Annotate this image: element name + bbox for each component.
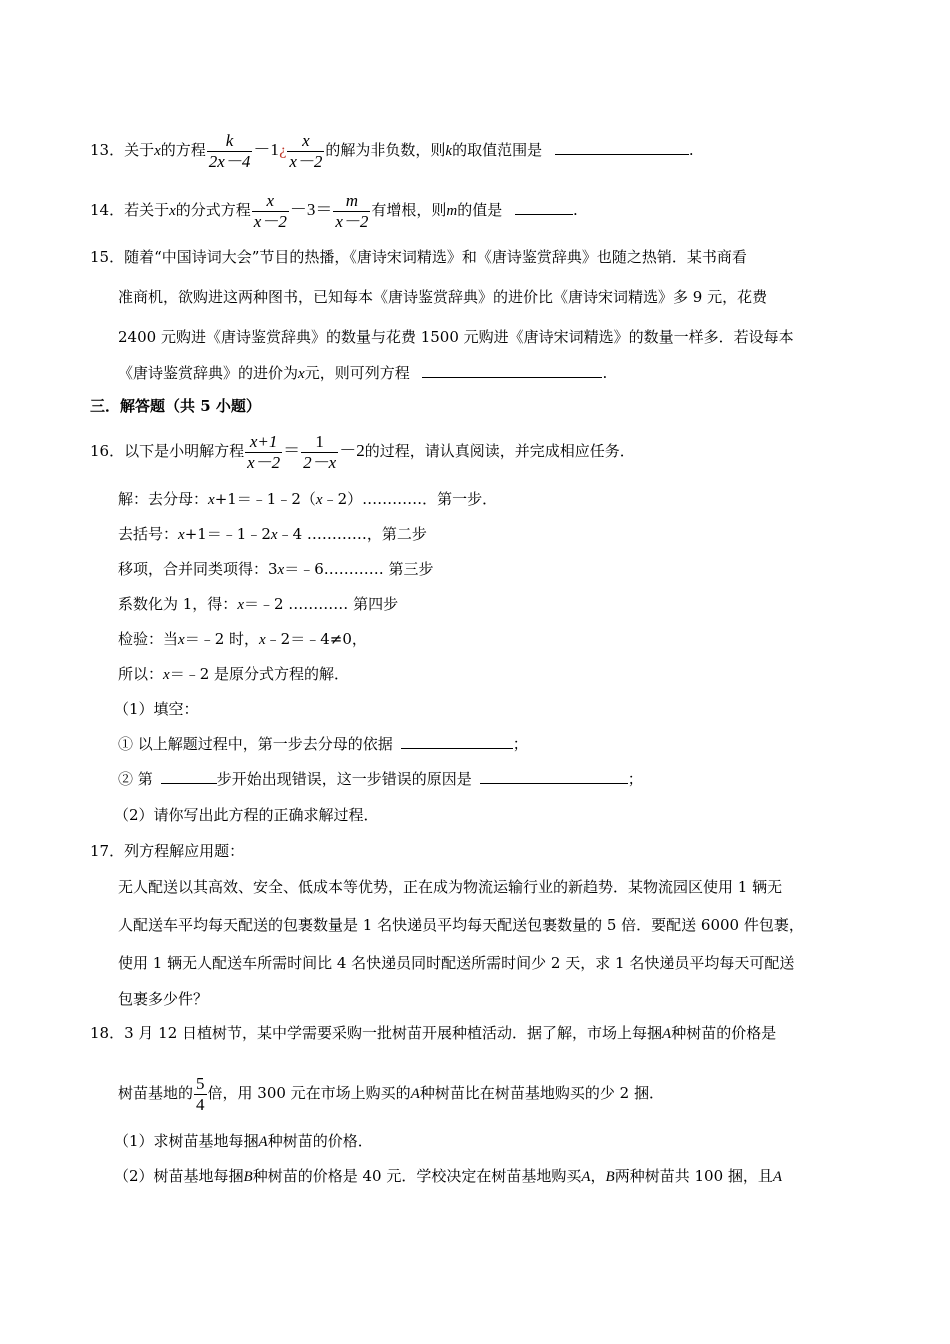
fraction: $\frac{x}{x-2}$	[253, 190, 287, 231]
question-17-line-2: 人配送车平均每天配送的包裹数量是 1 名快递员平均每天配送包裹数量的 5 倍．要配送 6000 件包裹，	[118, 916, 804, 934]
question-17-line-1: 无人配送以其高效、安全、低成本等优势，正在成为物流运输行业的新趋势．某物流园区使用 1 辆无	[118, 878, 783, 896]
fraction: $\frac{1}{2-x}$	[303, 431, 337, 472]
question-number: 15．	[90, 248, 125, 266]
fraction: $\frac{5}{4}$	[196, 1073, 205, 1114]
question-18-line-2: 树苗基地的 $\frac{5}{4}$ 倍，用 300 元在市场上购买的A种树苗比在树苗基地购买的少 2 捆．	[118, 1073, 664, 1114]
part-2: （2）请你写出此方程的正确求解过程．	[114, 806, 379, 824]
question-number: 16．	[90, 442, 125, 460]
solution-conclusion: 所以：x＝﹣2 是原分式方程的解．	[118, 665, 350, 683]
solution-step-1: 解：去分母：x+1＝﹣1﹣2（x﹣2）…………．第一步．	[118, 490, 498, 508]
answer-blank[interactable]	[161, 769, 217, 784]
question-15-line-4: 《唐诗鉴赏辞典》的进价为x元，则可列方程 .	[118, 364, 608, 382]
question-18: 18．3 月 12 日植树节，某中学需要采购一批树苗开展种植活动．据了解，市场上每捆A种树苗的价格是	[90, 1024, 777, 1042]
question-number: 13．	[90, 141, 125, 159]
question-17-line-3: 使用 1 辆无人配送车所需时间比 4 名快递员同时配送所需时间少 2 天，求 1 名快递员平均每天可配送	[118, 954, 795, 972]
question-number: 18．	[90, 1024, 125, 1042]
question-15-line-1: 15．随着“中国诗词大会”节目的热播，《唐诗宋词精选》和《唐诗鉴赏辞典》也随之热销．某书商看	[90, 248, 747, 266]
answer-blank[interactable]	[555, 140, 689, 155]
question-number: 17．	[90, 842, 125, 860]
solution-step-4: 系数化为 1，得：x＝﹣2 ………… 第四步	[118, 595, 399, 613]
question-18-part-1: （1）求树苗基地每捆A种树苗的价格．	[114, 1132, 373, 1150]
answer-blank[interactable]	[401, 734, 513, 749]
answer-blank[interactable]	[480, 769, 628, 784]
question-number: 14．	[90, 201, 125, 219]
question-15-line-3: 2400 元购进《唐诗鉴赏辞典》的数量与花费 1500 元购进《唐诗宋词精选》的数量一样多．若设每本	[118, 328, 794, 346]
fraction: $\frac{x}{x-2}$	[289, 130, 323, 171]
question-14: 14．若关于x的分式方程 $\frac{x}{x-2}$ －3＝ $\frac{m}{x-2}$ 有增根，则m的值是 .	[90, 190, 578, 231]
part-1-label: （1）填空：	[114, 700, 199, 718]
question-16: 16．以下是小明解方程 $\frac{x+1}{x-2}$ ＝ $\frac{1}{2-x}$ －2的过程，请认真阅读，并完成相应任务．	[90, 431, 635, 472]
garbled-glyph: ¿	[278, 143, 287, 159]
answer-blank[interactable]	[422, 363, 602, 378]
fraction: $\frac{x+1}{x-2}$	[247, 431, 281, 472]
question-15-line-2: 准商机，欲购进这两种图书，已知每本《唐诗鉴赏辞典》的进价比《唐诗宋词精选》多 9 元，花费	[118, 288, 768, 306]
question-13: 13．关于x的方程 $\frac{k}{2x-4}$ －1¿ $\frac{x}{x-2}$ 的解为非负数，则k的取值范围是 .	[90, 130, 694, 171]
solution-step-2: 去括号：x+1＝﹣1﹣2x﹣4 …………，第二步	[118, 525, 427, 543]
question-17-line-4: 包裹多少件？	[118, 990, 209, 1008]
solution-check: 检验：当x＝﹣2 时，x﹣2＝﹣4≠0，	[118, 630, 367, 648]
fraction: $\frac{k}{2x-4}$	[208, 130, 251, 171]
question-17: 17．列方程解应用题：	[90, 842, 245, 860]
part-1a: ① 以上解题过程中，第一步去分母的依据 ；	[118, 735, 528, 753]
question-18-part-2: （2）树苗基地每捆B种树苗的价格是 40 元．学校决定在树苗基地购买A，B两种树苗共 100 捆，且A	[114, 1167, 783, 1185]
part-1b: ② 第 步开始出现错误，这一步错误的原因是 ；	[118, 770, 643, 788]
answer-blank[interactable]	[515, 200, 573, 215]
solution-step-3: 移项，合并同类项得：3x＝﹣6………… 第三步	[118, 560, 434, 578]
section-heading: 三．解答题（共 5 小题）	[90, 397, 261, 415]
fraction: $\frac{m}{x-2}$	[335, 190, 369, 231]
